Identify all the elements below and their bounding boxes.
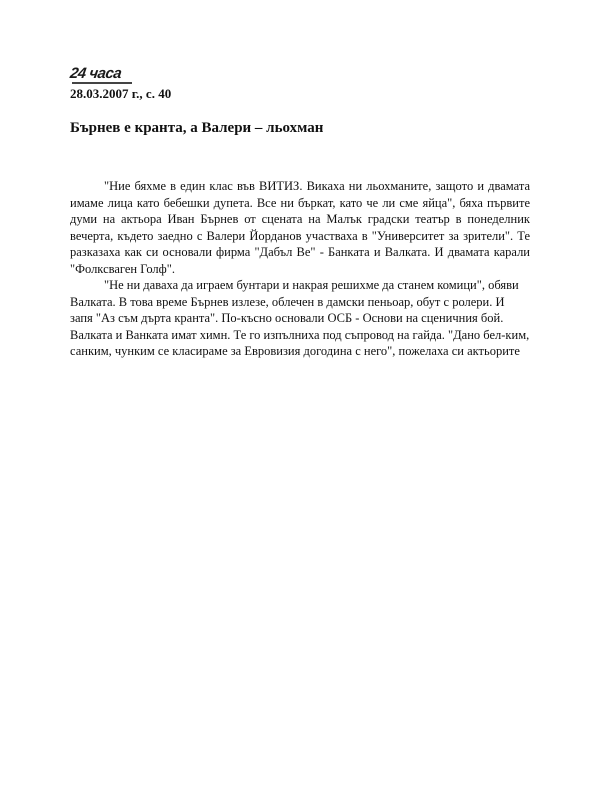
article-paragraph: "Ние бяхме в един клас във ВИТИЗ. Викаха ни льохманите, защото и двамата имаме лица като бебешки дупета. Все ни бъркат, като че ли сме яйца", бяха първите думи на актьора Иван Бърнев от сцената на Малък градски театър в понеделник вечерта, където заедно с Валери Йорданов участваха в "Университет за зрители". Те разказаха как си основали фирма "Дабъл Ве" - Банката и Валката. И двамата карали "Фолксваген Голф". (70, 179, 530, 276)
article-body (70, 178, 530, 360)
logo-underline (72, 82, 132, 84)
dateline: 28.03.2007 г., с. 40 (70, 86, 172, 101)
publication-logo-text: 24 часа (68, 65, 123, 82)
article-headline: Бърнев е кранта, а Валери – льохман (70, 120, 324, 136)
article-paragraph: "Не ни даваха да играем бунтари и накрая решихме да станем комици", обяви Валката. В това време Бърнев излезе, облечен в дамски пеньоар, обут с ролери. И запя "Аз съм дърта кранта". По-късно основали ОСБ - Основи на сценичния бой. Валката и Ванката имат химн. Те го изпълниха под съпровод на гайда. "Дано бел-ким, санким, чунким се класираме за Евровизия догодина с него", пожелаха си актьорите (70, 278, 530, 358)
publication-logo (70, 66, 134, 84)
